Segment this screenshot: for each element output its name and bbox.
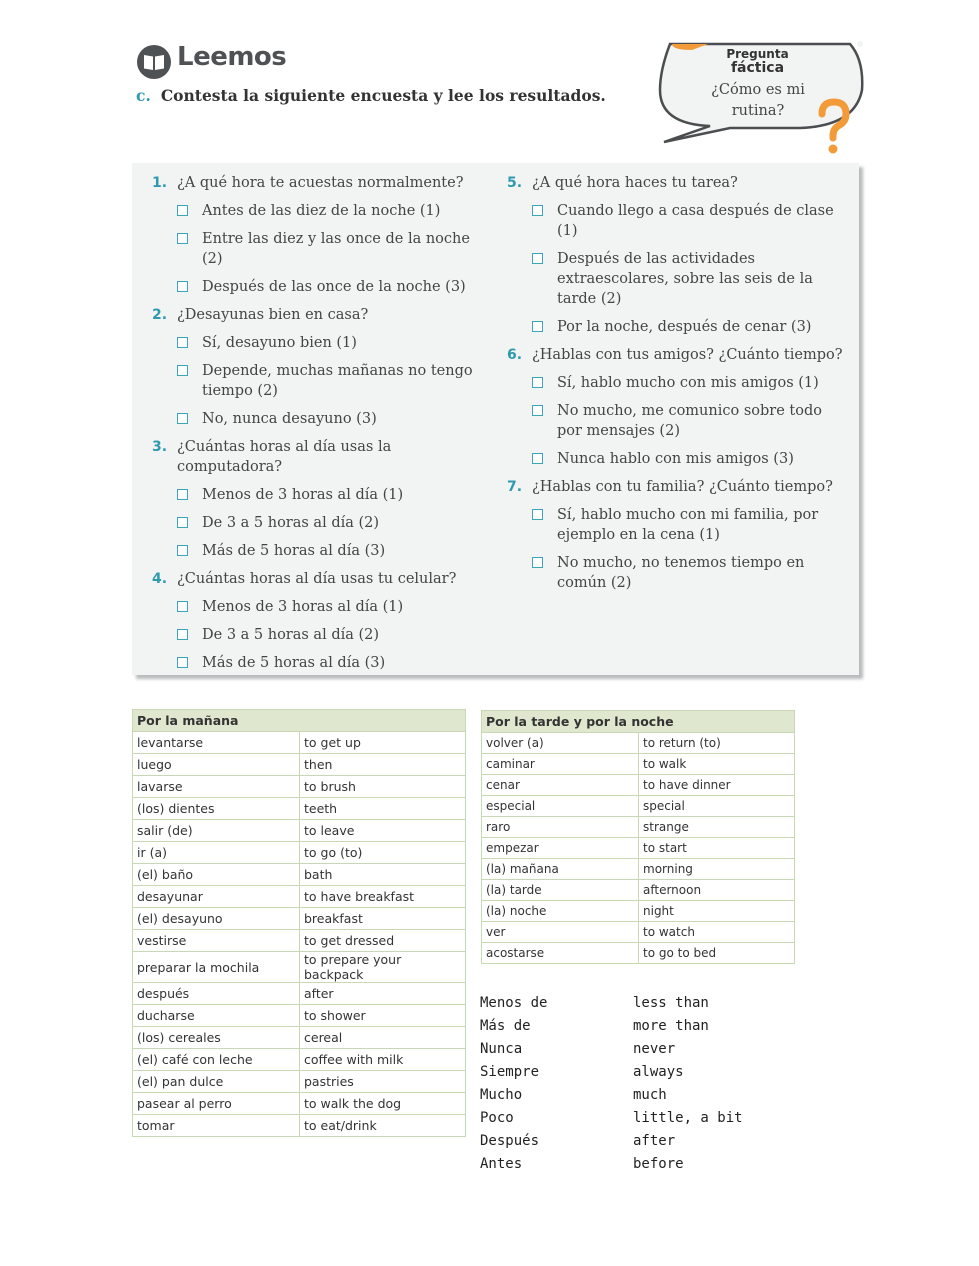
survey-question [150,437,495,477]
spanish-term: después [133,983,300,1005]
question-text: ¿Cuántas horas al día usas tu celular? [177,571,457,587]
survey-column-left [150,173,495,681]
english-term: to prepare your backpack [300,952,466,983]
morning-vocab-table [132,709,466,1137]
word-list-row [480,1064,780,1087]
checkbox-icon [532,509,543,520]
survey-question [150,305,495,325]
option-text: Nunca hablo con mis amigos (3) [557,451,794,467]
table-row [482,922,795,943]
table-row [133,754,466,776]
survey-option [150,201,495,221]
english-term: to start [639,838,795,859]
option-text: Sí, hablo mucho con mi familia, por ejemplo en la cena (1) [557,507,819,543]
survey-question [150,173,495,193]
question-number: 1. [152,175,168,191]
survey-option [505,201,845,241]
spanish-term: acostarse [482,943,639,964]
lesson-title: Leemos [177,42,287,72]
table-row [482,859,795,880]
table-row [133,908,466,930]
english-term: breakfast [300,908,466,930]
english-term: to have breakfast [300,886,466,908]
english-term: teeth [300,798,466,820]
spanish-term: (los) cereales [133,1027,300,1049]
spanish-word: Nunca [480,1041,523,1057]
survey-option [505,317,845,337]
spanish-term: preparar la mochila [133,952,300,983]
table-row [133,1093,466,1115]
spanish-term: volver (a) [482,733,639,754]
option-text: Menos de 3 horas al día (1) [202,599,404,615]
english-term: to have dinner [639,775,795,796]
spanish-word: Mucho [480,1087,523,1103]
checkbox-icon [532,253,543,264]
question-number: 2. [152,307,168,323]
english-word: much [633,1087,667,1103]
bubble-heading-cut: Pregunta [726,47,789,61]
table-row [133,732,466,754]
survey-option [150,229,495,269]
table-row [133,1027,466,1049]
table-row [133,983,466,1005]
table-row [133,798,466,820]
question-text: ¿Hablas con tus amigos? ¿Cuánto tiempo? [532,347,843,363]
spanish-word: Más de [480,1018,531,1034]
table-row [133,842,466,864]
spanish-term: (el) baño [133,864,300,886]
table-row [133,1049,466,1071]
instruction-letter: c. [136,86,151,105]
spanish-term: especial [482,796,639,817]
checkbox-icon [177,545,188,556]
survey-option [150,409,495,429]
english-term: coffee with milk [300,1049,466,1071]
table-row [482,901,795,922]
spanish-term: luego [133,754,300,776]
checkbox-icon [532,405,543,416]
question-number: 4. [152,571,168,587]
table-row [482,943,795,964]
word-list-row [480,1087,780,1110]
option-text: Cuando llego a casa después de clase (1) [557,203,834,239]
checkbox-icon [177,489,188,500]
instruction [136,86,606,105]
option-text: Por la noche, después de cenar (3) [557,319,812,335]
question-number: 3. [152,439,168,455]
survey-option [150,513,495,533]
survey-column-right [505,173,845,601]
option-text: Más de 5 horas al día (3) [202,543,386,559]
checkbox-icon [177,601,188,612]
option-text: Más de 5 horas al día (3) [202,655,386,671]
question-number: 5. [507,175,523,191]
checkbox-icon [177,365,188,376]
english-word: after [633,1133,676,1149]
question-text: ¿Desayunas bien en casa? [177,307,369,323]
option-text: De 3 a 5 horas al día (2) [202,627,380,643]
question-number: 7. [507,479,523,495]
english-term: strange [639,817,795,838]
english-term: pastries [300,1071,466,1093]
option-text: No mucho, me comunico sobre todo por mensajes (2) [557,403,822,439]
question-text: ¿A qué hora te acuestas normalmente? [177,175,464,191]
table-row [133,820,466,842]
option-text: De 3 a 5 horas al día (2) [202,515,380,531]
word-list [480,995,780,1179]
english-word: always [633,1064,684,1080]
spanish-term: raro [482,817,639,838]
spanish-term: tomar [133,1115,300,1137]
survey-question [505,173,845,193]
instruction-text: Contesta la siguiente encuesta y lee los resultados. [160,86,606,105]
option-text: No, nunca desayuno (3) [202,411,377,427]
spanish-term: cenar [482,775,639,796]
question-bubble [650,40,880,160]
table-row [133,886,466,908]
bubble-heading [710,47,805,76]
table-row [482,817,795,838]
english-term: bath [300,864,466,886]
english-word: before [633,1156,684,1172]
option-text: Sí, desayuno bien (1) [202,335,357,351]
word-list-row [480,1018,780,1041]
english-term: night [639,901,795,922]
survey-option [150,333,495,353]
word-list-row [480,1041,780,1064]
question-text: ¿Cuántas horas al día usas la computadora? [177,439,392,475]
survey-option [150,541,495,561]
english-term: to return (to) [639,733,795,754]
table-row [133,1115,466,1137]
english-term: to walk [639,754,795,775]
survey-option [150,485,495,505]
spanish-term: ver [482,922,639,943]
english-term: to shower [300,1005,466,1027]
survey-option [505,249,845,309]
checkbox-icon [532,321,543,332]
table-row [482,838,795,859]
spanish-term: caminar [482,754,639,775]
english-term: then [300,754,466,776]
table-row [133,776,466,798]
checkbox-icon [532,557,543,568]
spanish-term: desayunar [133,886,300,908]
checkbox-icon [177,281,188,292]
english-term: to walk the dog [300,1093,466,1115]
table-row [482,796,795,817]
survey-option [150,277,495,297]
checkbox-icon [177,337,188,348]
spanish-term: empezar [482,838,639,859]
survey-question [150,569,495,589]
checkbox-icon [177,517,188,528]
option-text: Después de las once de la noche (3) [202,279,466,295]
checkbox-icon [177,205,188,216]
spanish-word: Después [480,1133,540,1149]
option-text: Antes de las diez de la noche (1) [202,203,441,219]
spanish-term: (el) pan dulce [133,1071,300,1093]
table-row [482,754,795,775]
evening-vocab-table [481,710,795,964]
option-text: Sí, hablo mucho con mis amigos (1) [557,375,819,391]
question-text: ¿A qué hora haces tu tarea? [532,175,738,191]
checkbox-icon [177,413,188,424]
spanish-term: levantarse [133,732,300,754]
survey-question [505,477,845,497]
survey-option [505,401,845,441]
spanish-word: Antes [480,1156,523,1172]
option-text: Entre las diez y las once de la noche (2) [202,231,470,267]
table-row [133,1005,466,1027]
bubble-heading-text: fáctica [730,60,785,76]
spanish-term: lavarse [133,776,300,798]
english-term: to get dressed [300,930,466,952]
english-word: little, a bit [633,1110,743,1126]
question-mark-icon [816,98,850,156]
english-term: special [639,796,795,817]
question-number: 6. [507,347,523,363]
spanish-term: (el) café con leche [133,1049,300,1071]
survey-panel [132,163,859,675]
question-text: ¿Hablas con tu familia? ¿Cuánto tiempo? [532,479,833,495]
table-row [482,775,795,796]
english-term: morning [639,859,795,880]
english-term: to go (to) [300,842,466,864]
checkbox-icon [177,233,188,244]
table-title: Por la tarde y por la noche [482,711,795,733]
survey-option [505,505,845,545]
spanish-term: salir (de) [133,820,300,842]
spanish-word: Siempre [480,1064,540,1080]
english-term: to brush [300,776,466,798]
english-word: never [633,1041,676,1057]
checkbox-icon [177,629,188,640]
table-row [133,1071,466,1093]
word-list-row [480,995,780,1018]
option-text: No mucho, no tenemos tiempo en común (2) [557,555,805,591]
survey-option [150,653,495,673]
spanish-word: Poco [480,1110,514,1126]
checkbox-icon [532,205,543,216]
survey-option [505,553,845,593]
spanish-word: Menos de [480,995,548,1011]
spanish-term: pasear al perro [133,1093,300,1115]
table-row [133,952,466,983]
english-term: to go to bed [639,943,795,964]
english-term: cereal [300,1027,466,1049]
checkbox-icon [532,453,543,464]
spanish-term: (los) dientes [133,798,300,820]
word-list-row [480,1110,780,1133]
option-text: Después de las actividades extraescolares, sobre las seis de la tarde (2) [557,251,813,307]
spanish-term: (la) tarde [482,880,639,901]
spanish-term: vestirse [133,930,300,952]
spanish-term: ir (a) [133,842,300,864]
english-term: to leave [300,820,466,842]
bubble-question: ¿Cómo es mi rutina? [711,82,805,119]
english-word: less than [633,995,709,1011]
survey-option [505,373,845,393]
survey-option [150,597,495,617]
spanish-term: (la) mañana [482,859,639,880]
spanish-term: (la) noche [482,901,639,922]
table-row [133,930,466,952]
survey-question [505,345,845,365]
word-list-row [480,1156,780,1179]
table-row [133,864,466,886]
option-text: Depende, muchas mañanas no tengo tiempo (2) [202,363,473,399]
book-icon [136,44,172,80]
option-text: Menos de 3 horas al día (1) [202,487,404,503]
english-term: to watch [639,922,795,943]
survey-option [150,361,495,401]
english-term: to eat/drink [300,1115,466,1137]
table-row [482,880,795,901]
survey-option [505,449,845,469]
checkbox-icon [532,377,543,388]
english-term: to get up [300,732,466,754]
english-word: more than [633,1018,709,1034]
checkbox-icon [177,657,188,668]
table-title: Por la mañana [133,710,466,732]
english-term: afternoon [639,880,795,901]
english-term: after [300,983,466,1005]
word-list-row [480,1133,780,1156]
spanish-term: (el) desayuno [133,908,300,930]
table-row [482,733,795,754]
survey-option [150,625,495,645]
spanish-term: ducharse [133,1005,300,1027]
